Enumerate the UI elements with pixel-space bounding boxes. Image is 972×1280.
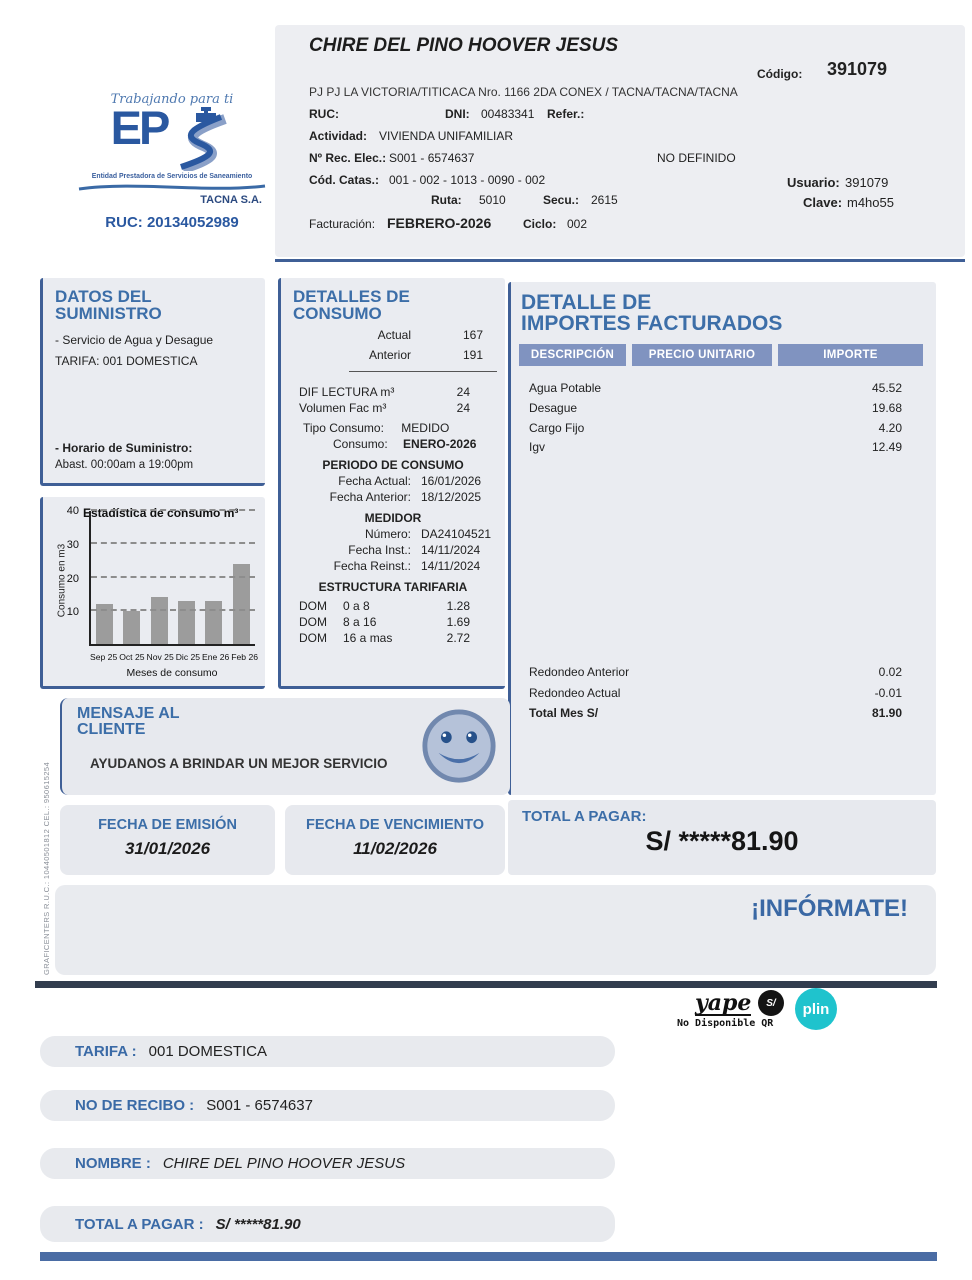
tarifa-text: TARIFA: 001 DOMESTICA [55,353,198,368]
logo-swoosh-line [77,183,267,193]
total-mes-row [529,706,902,720]
lectura-divider [349,371,497,372]
fecha-reinst-label: Fecha Reinst.: [333,559,411,573]
numero-value: DA24104521 [421,527,492,541]
tarifa-rango: 8 a 16 [343,615,377,629]
separator-bar [35,981,937,988]
detalles-consumo-panel [278,278,505,689]
footer-row-nombre [40,1148,615,1179]
numero-row [281,527,505,541]
codigo-value: 391079 [827,59,888,79]
tipo-label: Tipo Consumo: [303,421,384,435]
horario-value: Abast. 00:00am a 19:00pm [55,459,194,471]
importe-descripcion: Agua Potable [529,381,602,395]
medidor-title: MEDIDOR [364,511,422,525]
usuario-label: Usuario: [787,175,840,190]
consumo-label: Consumo: [333,437,388,451]
importe-valor: 19.68 [871,401,902,415]
tarifa-precio: 1.28 [446,599,470,613]
column-header-importe: IMPORTE [778,344,923,366]
servicio-text: - Servicio de Agua y Desague [55,332,214,347]
fecha-anterior-value: 18/12/2025 [421,490,482,504]
logo-ruc: RUC: 20134052989 [105,214,239,231]
actividad-value: VIVIENDA UNIFAMILIAR [379,129,514,143]
tarifa-rango: 0 a 8 [343,599,370,613]
total-a-pagar-label: TOTAL A PAGAR: [522,808,647,825]
refer-label: Refer.: [547,107,585,121]
rec-elec-value: S001 - 6574637 [389,151,475,165]
header-underline [275,259,965,262]
tipo-value: MEDIDO [401,421,450,435]
chart-xtick: Sep 25 [89,652,118,662]
dif-lectura-row [281,385,505,399]
anterior-label: Anterior [368,348,411,362]
facturacion-label: Facturación: [309,217,376,231]
yape-logo: yape [695,990,752,1016]
tarifa-tipo: DOM [299,615,327,629]
total-a-pagar-box [508,800,936,875]
chart-xtick: Nov 25 [146,652,174,662]
chart-xtick: Feb 26 [231,652,259,662]
actual-value: 167 [463,328,484,342]
ruta-label: Ruta: [431,193,462,207]
chart-ytick: 40 [66,505,79,517]
importe-row [529,401,902,415]
total-a-pagar-value: S/ *****81.90 [645,826,799,856]
smiley-face-icon [420,707,498,790]
redondeo-actual-row [529,686,902,700]
importe-descripcion: Desague [529,401,578,415]
chart-bar [205,601,222,644]
numero-label: Número: [364,527,411,541]
chart-ytick: 10 [66,606,79,619]
vol-label: Volumen Fac m³ [299,401,387,415]
redondeo-anterior-row [529,665,902,679]
customer-name: CHIRE DEL PINO HOOVER JESUS [309,35,618,56]
secu-value: 2615 [591,193,618,207]
catas-value: 001 - 002 - 1013 - 0090 - 002 [389,173,546,187]
actual-label: Actual [377,328,411,342]
column-header-precio-unitario: PRECIO UNITARIO [632,344,772,366]
qr-note: No Disponible QR [677,1018,774,1029]
footer-row-recibo [40,1090,615,1121]
mensaje-cliente-panel [60,698,510,795]
fecha-vencimiento-label: FECHA DE VENCIMIENTO [305,817,485,833]
codigo-label: Código: [757,67,803,81]
eps-logo [72,92,272,231]
clave-label: Clave: [803,195,843,210]
redondeo-actual-label: Redondeo Actual [529,686,621,700]
ciclo-value: 002 [567,217,588,231]
datos-title-line2: SUMINISTRO [55,304,162,324]
importe-row [529,440,902,454]
datos-suministro-panel [40,278,265,486]
footer-total-label: TOTAL A PAGAR : [75,1215,204,1233]
rec-elec-label: Nº Rec. Elec.: [309,151,387,165]
column-header-descripcion: DESCRIPCIÓN [519,344,626,366]
redondeo-anterior-label: Redondeo Anterior [529,665,630,679]
redondeo-actual-value: -0.01 [874,686,902,700]
importe-descripcion: Cargo Fijo [529,421,585,435]
mensaje-title-line2: CLIENTE [77,721,146,739]
chart-ytick: 30 [66,538,79,551]
consumption-chart [40,497,265,689]
chart-xtick: Ene 26 [202,652,230,662]
chart-yticks [45,505,85,646]
total-mes-value: 81.90 [871,706,902,720]
chart-bar [123,611,140,644]
volumen-row [281,401,505,415]
footer-recibo-label: NO DE RECIBO : [75,1097,195,1114]
payment-methods [655,988,945,1040]
total-mes-label: Total Mes S/ [529,706,599,720]
fecha-emision-box [60,805,275,875]
dif-value: 24 [456,385,470,399]
tipo-consumo-row [303,421,505,435]
importes-facturados-panel [508,282,936,795]
logo-company: TACNA S.A. [200,194,262,206]
tarifa-tipo: DOM [299,631,327,645]
fecha-anterior-label: Fecha Anterior: [329,490,411,504]
actividad-label: Actividad: [309,129,368,143]
no-definido-text: NO DEFINIDO [657,151,736,165]
tarifa-precio: 2.72 [446,631,470,645]
footer-row-tarifa [40,1036,615,1067]
fecha-actual-value: 16/01/2026 [421,474,482,488]
chart-bars [91,511,255,644]
horario-label: - Horario de Suministro: [55,441,193,455]
footer-recibo-value: S001 - 6574637 [206,1097,313,1114]
tarifa-precio: 1.69 [446,615,470,629]
fecha-actual-row [281,474,505,488]
datos-title-line1: DATOS DEL [55,287,152,306]
plin-logo: plin [795,988,837,1030]
importes-title-line2: IMPORTES FACTURADOS [521,312,783,336]
chart-y-axis-label: Consumo en m3 [56,543,68,618]
tarifa-rango: 16 a mas [343,631,393,645]
chart-xtick: Dic 25 [175,652,201,662]
tarifa-tipo: DOM [299,599,327,613]
tarifa-row [281,615,505,629]
footer-total-value: S/ *****81.90 [215,1215,301,1233]
importes-title-line1: DETALLE DE [521,291,652,314]
footer-tarifa-value: 001 DOMESTICA [148,1043,268,1060]
printer-credit: GRAFICENTERS R.U.C.: 10440501812 CEL.: 950615254 [42,761,51,975]
bottom-bar [40,1252,937,1261]
anterior-value: 191 [463,348,484,362]
chart-plot [89,511,255,646]
chart-ytick: 20 [66,572,79,585]
header-panel [275,25,965,257]
chart-xtick: Oct 25 [119,652,145,662]
dni-label: DNI: [445,107,470,121]
ciclo-label: Ciclo: [523,217,557,231]
importe-valor: 12.49 [871,440,902,454]
informate-panel [55,885,936,975]
chart-xlabels [89,652,259,662]
importe-valor: 4.20 [878,421,902,435]
informate-text: ¡INFÓRMATE! [751,895,908,922]
chart-bar [178,601,195,644]
tarifa-row [281,599,505,613]
dni-value: 00483341 [481,107,535,121]
logo-tagline: Trabajando para ti [110,92,234,107]
mensaje-title-line1: MENSAJE AL [77,705,180,722]
fecha-emision-value: 31/01/2026 [124,839,211,858]
importe-descripcion: Igv [529,440,546,454]
importe-row [529,421,902,435]
ruc-label: RUC: [309,107,339,121]
fecha-vencimiento-value: 11/02/2026 [353,839,437,858]
importe-valor: 45.52 [871,381,902,395]
fecha-inst-label: Fecha Inst.: [348,543,411,557]
fecha-vencimiento-box [285,805,505,875]
importe-row [529,381,902,395]
chart-x-axis-label: Meses de consumo [126,667,218,679]
secu-label: Secu.: [543,193,580,207]
fecha-inst-value: 14/11/2024 [421,543,481,557]
detalles-title-line2: CONSUMO [293,304,382,324]
redondeo-anterior-value: 0.02 [878,665,902,679]
fecha-actual-label: Fecha Actual: [338,474,411,488]
vol-value: 24 [456,401,470,415]
clave-value: m4ho55 [847,195,894,210]
water-swoosh-icon [167,107,233,176]
consumo-row [333,437,505,451]
mensaje-title [77,706,180,739]
estructura-title: ESTRUCTURA TARIFARIA [318,580,468,594]
dif-label: DIF LECTURA m³ [299,385,395,399]
logo-acronym: EP [110,101,168,154]
mensaje-body: AYUDANOS A BRINDAR UN MEJOR SERVICIO [90,756,388,771]
chart-title: Estadística de consumo m³ [83,506,239,520]
lectura-anterior-row [281,348,505,362]
fecha-reinst-value: 14/11/2024 [421,559,481,573]
ruta-value: 5010 [479,193,506,207]
lectura-actual-row [281,328,505,342]
yape-badge-icon: S/ [758,990,784,1016]
footer-row-total [40,1206,615,1242]
catas-label: Cód. Catas.: [309,173,380,187]
tarifa-row [281,631,505,645]
consumo-value: ENERO-2026 [403,437,477,451]
chart-bar [151,597,168,644]
detalles-title-line1: DETALLES DE [293,287,410,306]
fecha-emision-label: FECHA DE EMISIÓN [98,817,237,833]
fecha-inst-row [281,543,505,557]
address: PJ PJ LA VICTORIA/TITICACA Nro. 1166 2DA CONEX / TACNA/TACNA/TACNA [309,85,738,99]
footer-tarifa-label: TARIFA : [75,1043,137,1060]
importes-table-header [519,344,930,366]
footer-nombre-label: NOMBRE : [75,1155,151,1172]
facturacion-value: FEBRERO-2026 [387,215,492,231]
usuario-value: 391079 [845,175,889,190]
footer-nombre-value: CHIRE DEL PINO HOOVER JESUS [162,1155,406,1172]
periodo-title: PERIODO DE CONSUMO [322,458,464,472]
fecha-anterior-row [281,490,505,504]
fecha-reinst-row [281,559,505,573]
logo-subtitle: Entidad Prestadora de Servicios de Saneamiento [91,173,253,180]
